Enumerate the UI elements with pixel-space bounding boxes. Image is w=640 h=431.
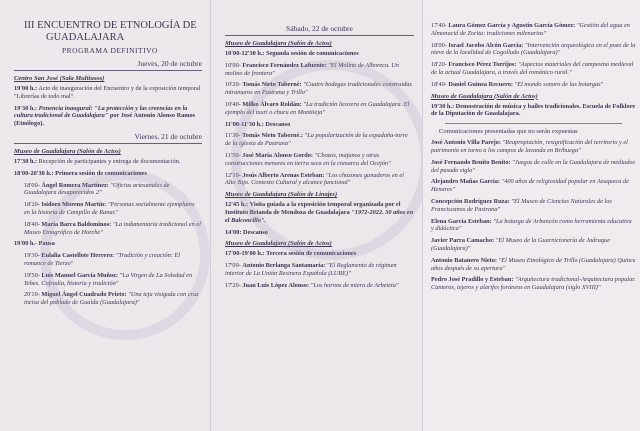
venue-heading: Museo de Guadalajara (Salón de Actos) (14, 147, 121, 155)
communication-item: 10'00- Francisco Fernández Lafuente: "El Molino de Alboreca. Un molino de frontera" (225, 61, 399, 77)
program-subtitle: PROGRAMA DEFINITIVO (62, 46, 158, 55)
event-item: 19'30 h.: Ponencia inaugural: "La protección y las creencias en la cultura tradicional de Guadalajara" por José Antonio Alonso Ramos (Etnólogo). (14, 104, 196, 128)
venue-heading: Museo de Guadalajara (Salón de Actos) (225, 40, 332, 47)
paper-item: Elena García Esteban: "La botarga de Arbancón como herramienta educativa y didáctica" (431, 217, 632, 233)
venue-heading: Centro San José (Sala Multiusos) (14, 75, 105, 82)
communication-item: 17'40- Laura Gómez García y Agustín García Gómez: "Gestión del agua en Almonacid de Zorita: tradiciones milenarias" (431, 22, 630, 37)
communication-item: 10'20- Tomás Nieto Taberné: "Cuatro bodegas tradicionales construidas intramuros en Pastrana y Trillo" (225, 81, 412, 97)
paper-item: José Antonio Villa Parejo: "Reapropiación, resignificación del territorio y el patrimonio en torno a los campos de lavanda en Brihuega" (431, 139, 628, 154)
communication-item: 17'00- Antonio Berlanga Santamaría: "El Reglamento de régimen interior de La Unión Resinera Española (LURE)" (225, 262, 397, 277)
communication-item: 18'20- Francisco Pérez Torrijos: "Aspectos materiales del campesino medieval de la actual Guadalajara, a través del románico rural." (431, 61, 634, 76)
day-heading-saturday: Sábado, 22 de octubre (225, 24, 414, 36)
communication-item: 17'20- Juan Luis López Alonso: "Los hornos de miera de Arbeteta" (225, 281, 399, 289)
venue-heading: Museo de Guadalajara (Salón de Linajes) (225, 191, 338, 199)
paper-item: Antonio Batanero Nieto: "El Museo Etnológico de Trillo (Guadalajara) Quince años después de su apertura" (431, 256, 636, 272)
panel-left (0, 0, 210, 431)
paper-item: Concepción Rodríguez Ruza: "El Museo de Ciencias Naturales de los Franciscanos de Pastrana" (431, 197, 612, 213)
paper-item: Alejandro Mañas García: "400 años de religiosidad popular en Azuqueca de Henares" (431, 178, 629, 194)
day-heading-thursday: Jueves, 20 de octubre (14, 59, 202, 71)
communication-item: 20'10- Miguel Ángel Cuadrado Prieto: "Una teja visigoda con cruz incisa del poblado de Gualda (Guadalajara)" (24, 291, 199, 307)
paper-item: Javier Parra Camacho: "El Museo de la Guarnicionería de Jadraque (Guadalajara)" (431, 237, 610, 252)
venue-heading: Museo de Guadalajara (Salón de Actos) (225, 240, 332, 248)
session-heading: 10'00-12'30 h.: Segunda sesión de comunicaciones (225, 50, 359, 57)
panel-right (422, 0, 640, 431)
session-heading: 17'00-19'00 h.: Tercera sesión de comunicaciones (225, 250, 357, 258)
event-item: 17'30 h.: Recepción de participantes y entrega de documentación. (14, 157, 181, 165)
divider (445, 123, 622, 124)
communication-item: 18'40- Daniel Guinea Recuero: "El mundo sonoro de las botargas" (431, 80, 604, 88)
show-item: 19'30 h.: Demostración de música y bailes tradicionales. Escuela de Folklore de la Diputación de Guadalajara. (431, 102, 636, 118)
venue-heading: Museo de Guadalajara (Salón de Actos) (431, 92, 538, 100)
uncommunicated-heading: Comunicaciones presentadas que no serán expuestas (439, 128, 578, 136)
communication-item: 18'00- Ángel Romera Martínez: "Oficios artesanales de Guadalajara desaparecidos 2" (24, 181, 170, 197)
paper-item: José Fernando Benito Benito: "Juegos de calle en la Guadalajara de mediados del pasado siglo" (431, 158, 635, 174)
panel-middle (210, 0, 422, 431)
day-heading-friday: Viernes, 21 de octubre (14, 132, 202, 144)
title-line-1: III ENCUENTRO DE ETNOLOGÍA DE (24, 20, 197, 31)
paper-item: Pedro José Pradillo y Esteban: "Arquitectura tradicional-Arquitectura popular. Canteros, tejeros y alarifes foráneos en Guadalajara (siglo XVIII)" (431, 276, 636, 292)
communication-item: 19'50- Luis Manuel García Muñoz: "La Virgen de La Soledad en Yebes. Cofradía, historia y tradición" (24, 271, 193, 287)
communication-item: 18'20- Isidoro Moreno Martín: "Personas socialmente ejemplares en la historia de Campillo de Ranas" (24, 201, 195, 216)
communication-item: 18'40- María Barca Baldominos: "La indumentaria tradicional en el Museo Etnográfico de Horche" (24, 220, 201, 236)
visit-item: 12'45 h.: Visita guiada a la exposición temporal organizada por el Instituto Brianda de Mendoza de Guadalajara "1972-2022. 50 años en el Balconcillo". (225, 201, 414, 224)
communication-item: 18'00- Israel Jacobo Alcón García: "Intervención arqueológica en el pozo de la nieve de la localidad de Cogolludo (Guadalajara)" (431, 41, 636, 57)
title-line-2: GUADALAJARA (46, 32, 125, 43)
event-item: 19'00 h.: Acto de inauguración del Encuentro y de la exposición temporal "Librerías de todo mal". (14, 85, 201, 100)
communication-item: 11'50- José María Alonso Gordo: "Chozos, majanos y otras construcciones menores en tierra seca en la comarca del Ocejón" (225, 151, 391, 167)
pause-item: 19'00 h.- Pausa (14, 240, 55, 248)
program-title (24, 20, 202, 44)
session-heading: 18'00-20'30 h.: Primera sesión de comunicaciones (14, 169, 147, 177)
communication-item: 12'10- Jesús Alberto Arenas Esteban: "Los chozones ganaderos en el Alto Tajo. Contexto Cultural y alcance funcional" (225, 171, 404, 187)
break-item: 11'00-11'30 h.: Descanso (225, 120, 291, 128)
communication-item: 10'40- Milko Álvaro Roldán: "La tradición licorera en Guadalajara. El ejemplo del txuri o churu en Montiieja" (225, 100, 410, 116)
communication-item: 11'30- Tomás Nieto Taberné.: "La popularización de la espadaña-torre de la iglesia de Pastrana" (225, 132, 408, 148)
communication-item: 19'30- Eulalia Castellote Herrero: "Tradición y creación: El romance de Tierzo" (24, 252, 181, 267)
break-item: 14'00: Descanso (225, 228, 268, 236)
